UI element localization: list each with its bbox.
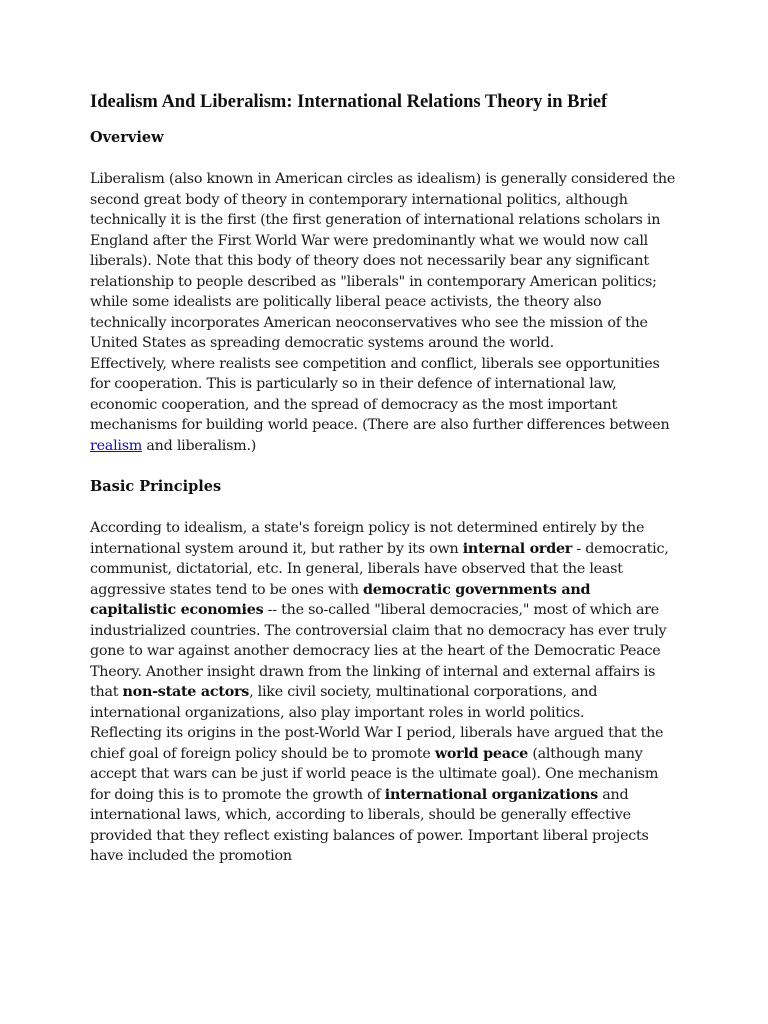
basic-paragraph-2-text-d: and international laws, which, according to liberals, should be generally effective provided that they reflect existing balances of power. Important liberal projects have included the promotion — [90, 786, 649, 864]
bold-international-organizations: international organizations — [384, 786, 598, 803]
basic-paragraph-1-text-e: , like civil society, multinational corporations, and international organizations, also play important roles in world politics. — [90, 684, 598, 721]
document-content — [90, 89, 678, 867]
basic-paragraph-1-text-c: - democratic, communist, dictatorial, etc. In general, liberals have observed that the least aggressive states tend to be ones with — [90, 540, 669, 598]
bold-world-peace: world peace — [434, 745, 529, 762]
overview-paragraph-2 — [90, 354, 678, 457]
section-heading-basic-principles: Basic Principles — [90, 478, 222, 495]
realism-link[interactable]: realism — [90, 437, 143, 454]
overview-paragraph-1-text: Liberalism (also known in American circles as idealism) is generally considered the second great body of theory in contemporary international politics, although technically it is the first (the first generation of international relations scholars in England after the First World War were predominantly what we would now call liberals). Note that this body of theory does not necessarily bear any significant relationship to people described as "liberals" in contemporary American politics; while some idealists are politically liberal peace activists, the theory also technically incorporates American neoconservatives who see the mission of the United States as spreading democratic systems around the world. — [90, 171, 676, 351]
basic-paragraph-1 — [90, 518, 678, 723]
overview-paragraph-2-text-b: and liberalism.) — [142, 437, 257, 454]
basic-paragraph-2-text-c: (although many accept that wars can be just if world peace is the ultimate goal). One mechanism for doing this is to promote the growth of — [90, 745, 659, 803]
bold-democratic-governments: democratic governments and capitalistic economies — [90, 581, 591, 618]
page-title: Idealism And Liberalism: International Relations Theory in Brief — [90, 92, 608, 112]
basic-paragraph-1-text-d: -- the so-called "liberal democracies," most of which are industrialized countries. The controversial claim that no democracy has ever truly gone to war against another democracy lies at the heart of the Democratic Peace Theory. Another insight drawn from the linking of internal and external affairs is that — [90, 602, 667, 700]
basic-paragraph-1-text-a: According to idealism, a state's foreign policy is not determined entirely by the international system around it, but rather by its own — [90, 520, 645, 557]
overview-paragraph-1 — [90, 169, 678, 354]
bold-non-state-actors: non-state actors — [122, 684, 250, 700]
section-heading-overview: Overview — [90, 129, 164, 146]
basic-paragraph-2-text-a: Reflecting its origins in the post-World War I period, liberals have argued that the chief goal of foreign policy should be to promote — [90, 725, 664, 762]
basic-paragraph-2 — [90, 723, 678, 867]
bold-internal-order: internal order — [462, 540, 573, 557]
overview-paragraph-2-text-a: Effectively, where realists see competition and conflict, liberals see opportunities for cooperation. This is particularly so in their defence of international law, economic cooperation, and the spread of democracy as the most important mechanisms for building world peace. (There are also further differences between — [90, 355, 670, 433]
